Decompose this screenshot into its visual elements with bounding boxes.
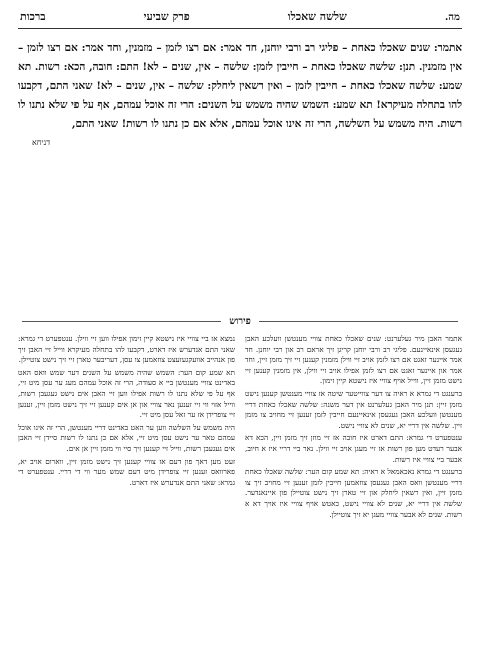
commentary-paragraph: אתמר האבן מיר געלערנט: שנים שאכלו כאחת צוויי מענטשן וועלכע האבן געגעסן אינאיינעם. פליגי רב ורבי יוחנן קריגן זיך אראם רב און רבי יוחנן. חד אמר איינער זאגט אם רצו לזמן אויב זיי ווילן מזמנין קענען זיי זיך מזמן זיין, וחד אמר און איינער זאגט אם רצו לזמן אפילו אויב זיי ווילן, אין מזמנין קענען זיי נישט מזמן זיין, ווייל אויף צוויי איז נישטא קיין זימון. [245, 334, 462, 386]
main-text [18, 39, 462, 134]
header-title-left: ברכות [20, 10, 46, 23]
commentary-title: פירוש [229, 315, 251, 327]
commentary-paragraph: תא שמע קום הער: השמש שהיה משמש על השנים דער שמש וואס האט באדינט צוויי מענטשן ביי א סעודה, הרי זה אוכל עמהם מעג ער עסן מיט זיי, אף על פי שלא נתנו לו רשות אפילו ווען זיי האבן אים נישט געגעבן רשות, ווייל אזוי ווי זיי זענען נאר צוויי און אן אים קענען זיי זיך נישט מזמן זיין, זענען זיי צופרידן אז ער זאל עסן מיט זיי. [18, 367, 235, 420]
commentary-left-column [18, 334, 235, 664]
commentary-right-column [245, 334, 462, 664]
page-header [18, 10, 462, 29]
header-title-center: פרק שביעי [143, 10, 190, 23]
page [18, 10, 463, 519]
commentary-columns [18, 334, 462, 664]
commentary-paragraph: זעט מען דאך פון דעם אז צוויי קענען זיך נישט מזמן זיין, ווארום אויב יא, פארוואס זענען זיי צופרידן מיט דעם שמש מער ווי די דריי. ענטפערט די גמרא: שאני התם אנדערש איז דארט. [18, 456, 235, 487]
commentary-paragraph: ברענגט די גמרא נאכאמאל א ראיה: תא שמע קום הער: שלשה שאכלו כאחת דריי מענטשן וואס האבן געגעסן צוזאמען חייבין לזמן זענען זיי מחויב זיך צו מזמן זיין, ואין רשאין ליחלק און זיי טארן זיך נישט צוטיילן פון איינאנדער. שלשה אין דריי יא, שנים לא צוויי נישט, כאטש אויף צוויי איז אויך דא א רשות. שנים לא אבער צוויי מעגן יא זיך צוטיילן. [245, 467, 462, 519]
header-title-right: שלשה שאכלו [287, 10, 347, 23]
commentary-paragraph: נמצא אז ביי צוויי איז נישטא קיין זימון אפילו ווען זיי ווילן. ענטפערט די גמרא: שאני התם אנדערש איז דארט, דקבעו להו בתחלה מעיקרא ווייל זיי האבן זיך פון אנהייב אוועקגעזעצט צוזאמען צו עסן, דעריבער טארן זיי זיך נישט צוטיילן. [18, 334, 235, 365]
commentary-paragraph: ענטפערט די גמרא: התם דארט איז חובה אז זיי מוזן זיך מזמן זיין, הכא דא אבער רעדט מען פון רשות אז זיי מעגן אויב זיי ווילן. נאר ביי דריי איז א חיוב, אבער ביי צוויי איז רשות. [245, 433, 462, 464]
main-text-lead: אתמר: [433, 42, 463, 54]
divider [22, 321, 221, 322]
main-text-body: שנים שאכלו כאחת – פליגי רב ורבי יוחנן, חד אמר: אם רצו לזמן – מזמנין, וחד אמר: אם רצו לזמן – אין מזמנין. תנן: שלשה שאכלו כאחת – חייבין לזמן: שלשה – אין, שנים – לא! התם: חובה, הכא: רשות. תא שמע: שלשה שאכלו כאחת – חייבין לזמן – ואין רשאין ליחלק: שלשה – אין, שנים – לא! שאני התם, דקבעו להו בתחלה מעיקרא! תא שמע: השמש שהיה משמש על השנים: הרי זה אוכל עמהם, אף על פי שלא נתנו לו רשות. היה משמש על השלשה, הרי זה אינו אוכל עמהם, אלא אם כן נתנו לו רשות! שאני התם, [18, 42, 462, 130]
commentary-header [18, 314, 462, 328]
divider [259, 321, 458, 322]
catchword: דניחא [32, 138, 51, 147]
commentary-paragraph: היה משמש על השלשה ווען ער האט באדינט דריי מענטשן, הרי זה אינו אוכל עמהם טאר ער נישט עסן מיט זיי, אלא אם כן נתנו לו רשות סיידן זיי האבן אים געגעבן רשות, ווייל זיי קענען זיך סיי ווי מזמן זיין אן אים. [18, 422, 235, 453]
commentary-paragraph: ברענגט די גמרא א ראיה צו דער צווייטער שיטה אז צוויי מענטשן קענען נישט מזמן זיין: תנן מיר האבן געלערנט אין דער משנה: שלשה שאכלו כאחת דריי מענטשן וועלכע האבן געגעסן אינאיינעם חייבין לזמן זענען זיי מחויב צו מזמן זיין. שלשה אין דריי יא, שנים לא צוויי נישט. [245, 388, 462, 430]
page-number: מה. [444, 12, 460, 23]
